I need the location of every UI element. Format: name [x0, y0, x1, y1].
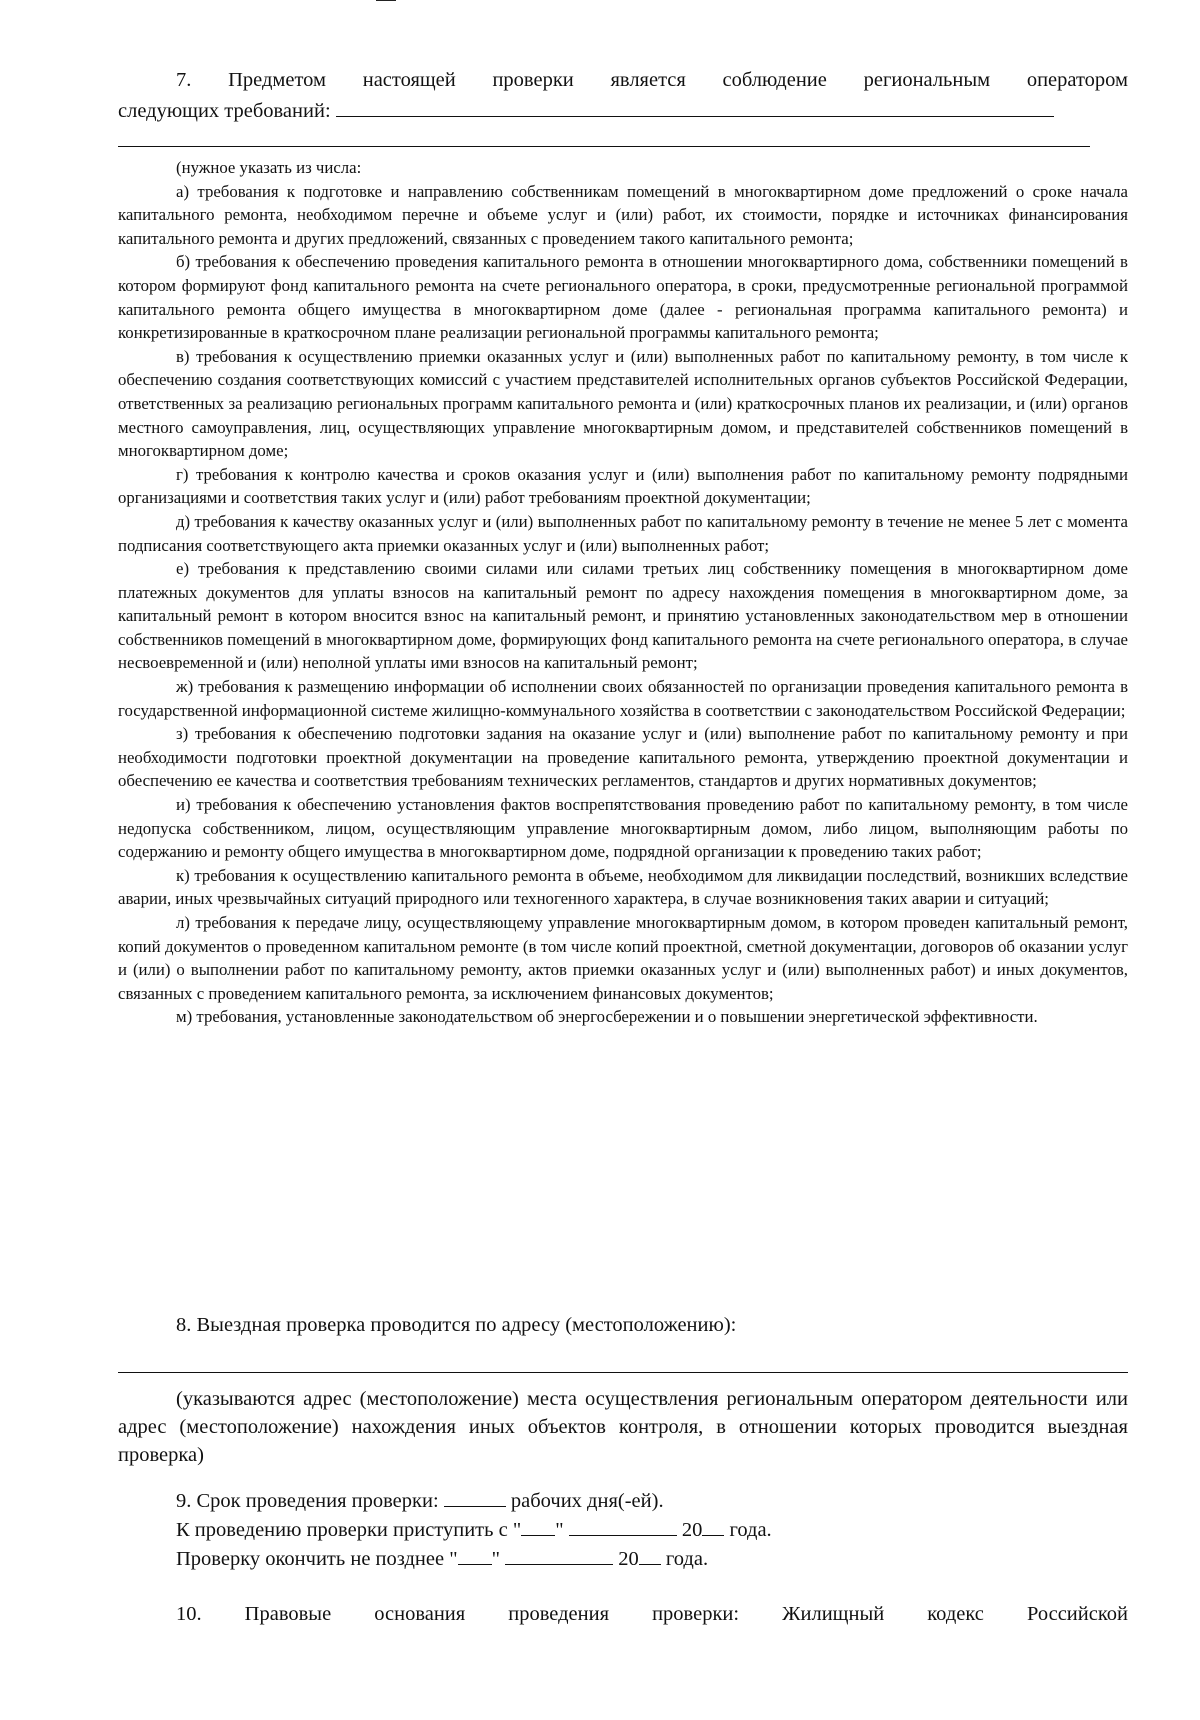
- section-9-line-3: [118, 1544, 1128, 1573]
- end-year-input[interactable]: [639, 1544, 661, 1565]
- requirement-item-v: в) требования к осуществлению приемки оказанных услуг и (или) выполненных работ по капитальному ремонту, в том числе к обеспечению создания соответствующих комиссий с участием представителей исполнительных органов субъектов Российской Федерации, ответственных за реализацию региональных программ капитального ремонта и (или) краткосрочных планов их реализации, и (или) органов местного самоуправления, лиц, осуществляющих управление многоквартирным домом, и представителей собственников помещений в многоквартирном доме;: [118, 346, 1128, 461]
- start-month-input[interactable]: [569, 1515, 677, 1536]
- section-9: [118, 1486, 1128, 1573]
- section-7-line-1: 7. Предметом настоящей проверки является соблюдение региональным оператором: [176, 69, 1128, 91]
- requirements-hint: (нужное указать из числа:: [176, 158, 362, 177]
- requirement-item-k: к) требования к осуществлению капитального ремонта в объеме, необходимом для ликвидации последствий, возникших вследствие аварии, иных чрезвычайных ситуаций природного или техногенного характера, в случае возникновения таких аварии и ситуаций;: [118, 865, 1128, 909]
- requirement-item-i: и) требования к обеспечению установления фактов воспрепятствования проведению работ по капитальному ремонту, в том числе недопуска собственником, лицом, осуществляющим управление многоквартирным домом, либо лицом, выполняющим работы по содержанию и ремонту общего имущества в многоквартирном доме, подрядной организации к проведению таких работ;: [118, 795, 1128, 862]
- start-year-input[interactable]: [702, 1515, 724, 1536]
- scan-mark: [376, 0, 396, 1]
- end-date-label: Проверку окончить не позднее ": [176, 1548, 458, 1570]
- start-day-quote: ": [555, 1519, 564, 1541]
- section-9-line-2: [118, 1515, 1128, 1544]
- requirements-input-line-2[interactable]: [118, 146, 1090, 147]
- requirements-list: [118, 156, 1128, 1029]
- requirement-item-z: з) требования к обеспечению подготовки задания на оказание услуг и (или) выполнение работ по капитальному ремонту и при необходимости подготовки проектной документации на проведение капитального ремонта, утверждению проектной документации и обеспечению ее качества и соответствия требованиям технических регламентов, стандартов и других нормативных документов;: [118, 724, 1128, 791]
- section-9-line-1: [118, 1486, 1128, 1515]
- start-day-input[interactable]: [521, 1515, 555, 1536]
- section-7-heading: [118, 66, 1128, 125]
- requirement-item-l: л) требования к передаче лицу, осуществляющему управление многоквартирным домом, в котором проведен капитальный ремонт, копий документов о проведенном капитальном ремонте (в том числе копий проектной, сметной документации, договоров об оказании услуг и (или) о выполнении работ по капитальному ремонту, актов приемки оказанных услуг и (или) выполненных работ) и иных документов, связанных с проведением капитального ремонта, за исключением финансовых документов;: [118, 913, 1128, 1003]
- end-year-prefix: 20: [618, 1548, 639, 1570]
- requirement-item-b: б) требования к обеспечению проведения капитального ремонта в отношении многоквартирного дома, собственники помещений в котором формируют фонд капитального ремонта на счете регионального оператора, в сроки, предусмотренные региональной программой капитального ремонта общего имущества в многоквартирном доме (далее - региональная программа капитального ремонта) и конкретизированные в краткосрочном плане реализации региональной программы капитального ремонта;: [118, 252, 1128, 343]
- section-7-line-2: [118, 94, 1128, 125]
- start-year-suffix: года.: [729, 1519, 772, 1541]
- requirement-item-a: а) требования к подготовке и направлению собственникам помещений в многоквартирном доме предложений о сроке начала капитального ремонта, необходимом перечне и объеме услуг и (или) работ, их стоимости, порядке и источниках финансирования капитального ремонта и других предложений, связанных с проведением такого капитального ремонта;: [118, 181, 1128, 248]
- working-days-input[interactable]: [444, 1486, 506, 1507]
- address-input-line[interactable]: [118, 1372, 1128, 1373]
- section-8-hint-block: [118, 1385, 1128, 1469]
- section-8: [118, 1311, 1128, 1339]
- inspection-term-label: 9. Срок проведения проверки:: [176, 1490, 439, 1512]
- end-day-input[interactable]: [458, 1544, 492, 1565]
- section-8-hint: (указываются адрес (местоположение) места осуществления региональным оператором деятельности или адрес (местоположение) нахождения иных объектов контроля, в отношении которых проводится выездная проверка): [118, 1388, 1128, 1466]
- requirement-item-d: д) требования к качеству оказанных услуг и (или) выполненных работ по капитальному ремонту в течение не менее 5 лет с момента подписания соответствующего акта приемки оказанных услуг и (или) выполненных работ;: [118, 511, 1128, 555]
- start-year-prefix: 20: [681, 1519, 703, 1541]
- end-year-suffix: года.: [665, 1548, 709, 1570]
- requirement-item-e: е) требования к представлению своими силами или силами третьих лиц собственнику помещения в многоквартирном доме платежных документов для уплаты взносов на капитальный ремонт по адресу нахождения помещения в многоквартирном доме, за капитальный ремонт в котором вносится взнос на капитальный ремонт, и принятию установленных законодательством мер в отношении собственников помещений в многоквартирном доме, формирующих фонд капитального ремонта на счете регионального оператора, в случае несвоевременной и (или) неполной уплаты ими взносов на капитальный ремонт;: [118, 559, 1128, 673]
- requirement-item-g: г) требования к контролю качества и сроков оказания услуг и (или) выполнения работ по капитальному ремонту подрядными организациями и соответствия таких услуг и (или) работ требованиям проектной документации;: [118, 464, 1128, 508]
- end-day-quote: ": [491, 1548, 500, 1570]
- section-10: [118, 1600, 1128, 1628]
- section-8-title: 8. Выездная проверка проводится по адресу (местоположению):: [176, 1314, 737, 1336]
- working-days-label: рабочих дня(-ей).: [510, 1490, 664, 1512]
- section-10-line: 10. Правовые основания проведения проверки: Жилищный кодекс Российской: [176, 1603, 1128, 1625]
- end-month-input[interactable]: [505, 1544, 613, 1565]
- requirements-input-line[interactable]: [336, 94, 1054, 117]
- section-7-line-2-text: следующих требований:: [118, 100, 331, 122]
- start-date-label: К проведению проверки приступить с ": [176, 1519, 522, 1541]
- requirement-item-zh: ж) требования к размещению информации об исполнении своих обязанностей по организации проведения капитального ремонта в государственной информационной системе жилищно-коммунального хозяйства в соответствии с законодательством Российской Федерации;: [118, 677, 1128, 720]
- requirement-item-m: м) требования, установленные законодательством об энергосбережении и о повышении энергетической эффективности.: [176, 1007, 1038, 1027]
